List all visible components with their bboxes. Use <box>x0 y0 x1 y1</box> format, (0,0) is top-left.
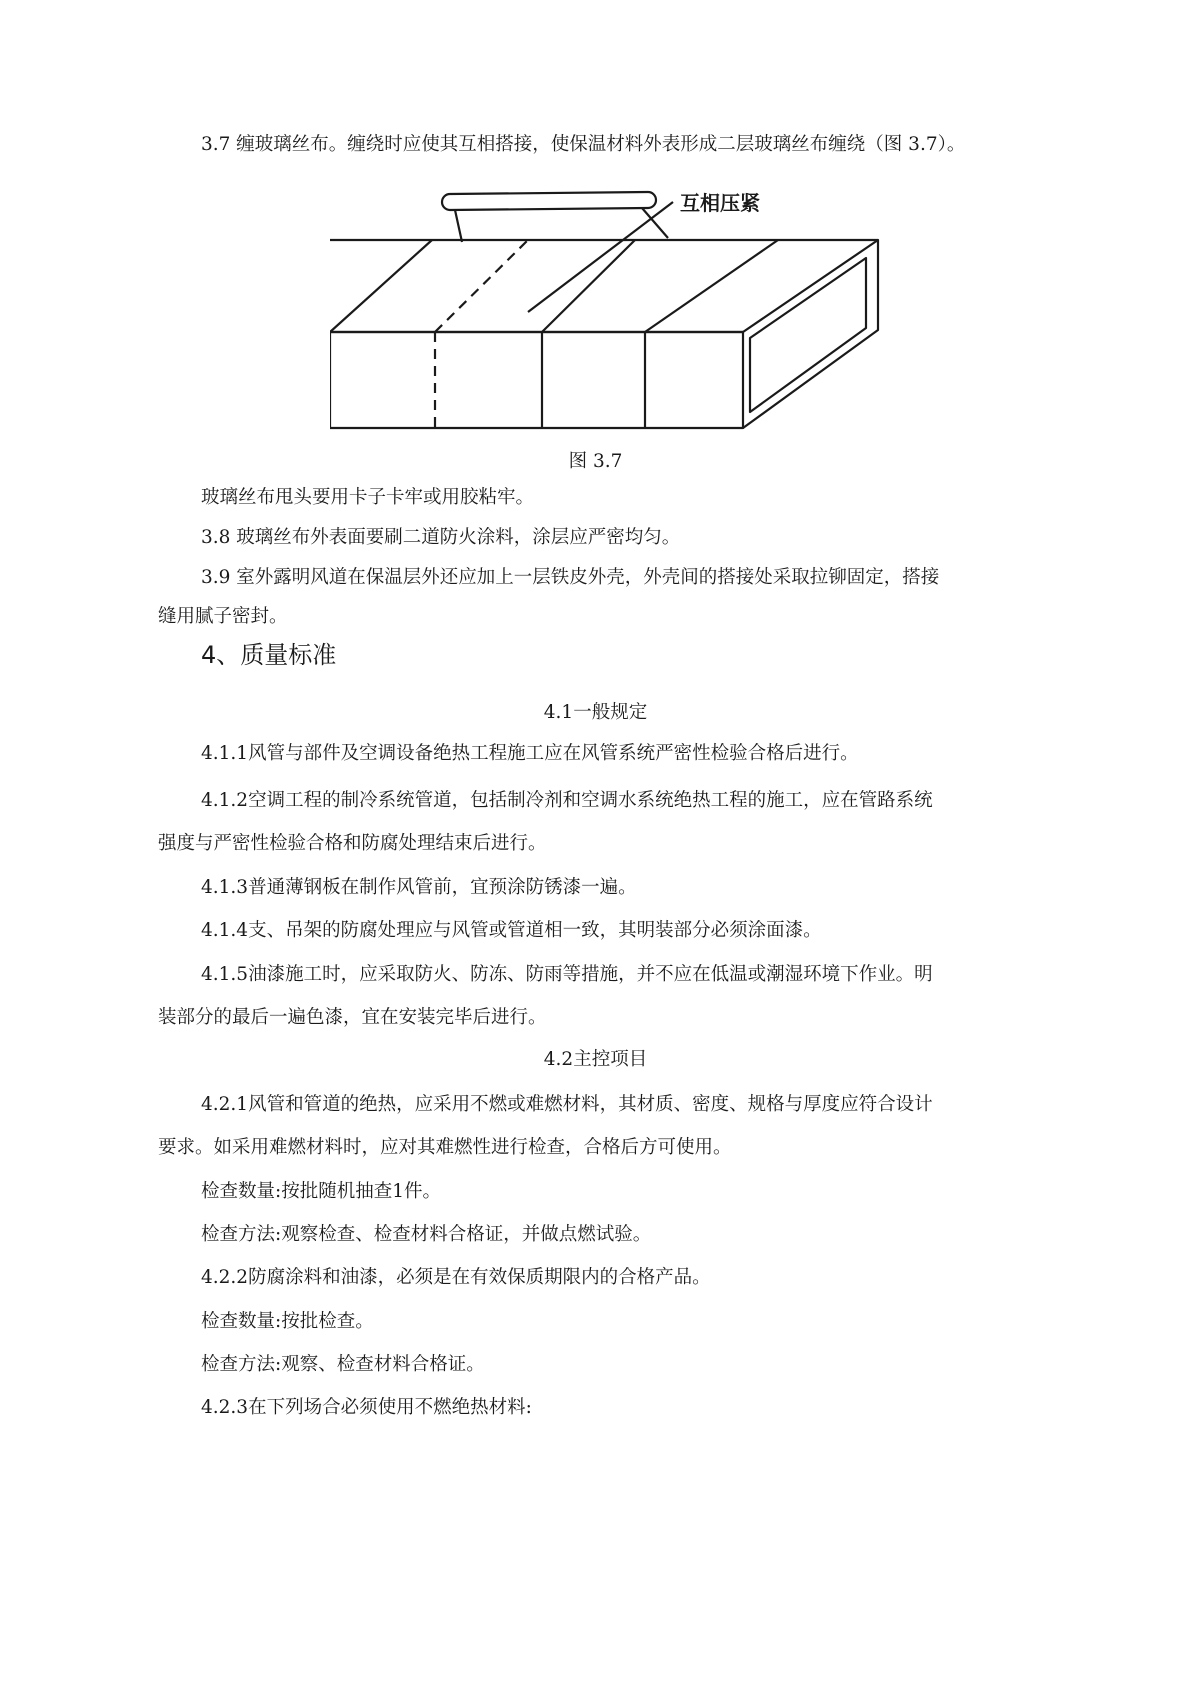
paragraph-4-2-1-line1: 4.2.1风管和管道的绝热，应采用不燃或难燃材料，其材质、密度、规格与厚度应符合设计 <box>201 1094 933 1115</box>
paragraph-3-8: 3.8 玻璃丝布外表面要刷二道防火涂料，涂层应严密均匀。 <box>201 527 681 548</box>
heading-quality-standards: 4、质量标准 <box>201 641 337 669</box>
cloth-roll <box>442 192 656 210</box>
paragraph-4-1-4: 4.1.4支、吊架的防腐处理应与风管或管道相一致，其明装部分必须涂面漆。 <box>201 920 822 941</box>
paragraph-4-1-5-line1: 4.1.5油漆施工时，应采取防火、防冻、防雨等措施，并不应在低温或潮湿环境下作业。明 <box>201 964 933 985</box>
duct-wrapping-figure <box>330 180 930 470</box>
paragraph-4-1-1: 4.1.1风管与部件及空调设备绝热工程施工应在风管系统严密性检验合格后进行。 <box>201 743 859 764</box>
paragraph-4-2-1-line2: 要求。如采用难燃材料时，应对其难燃性进行检查，合格后方可使用。 <box>158 1137 732 1158</box>
duct-end-inner <box>750 258 866 412</box>
duct-front-face <box>330 332 743 428</box>
paragraph-4-2-1-method: 检查方法:观察检查、检查材料合格证，并做点燃试验。 <box>201 1224 652 1245</box>
paragraph-4-2-2: 4.2.2防腐涂料和油漆，必须是在有效保质期限内的合格产品。 <box>201 1267 711 1288</box>
duct-diagram <box>330 180 930 470</box>
paragraph-4-2-2-method: 检查方法:观察、检查材料合格证。 <box>201 1354 485 1375</box>
figure-caption: 图 3.7 <box>568 451 623 472</box>
paragraph-4-1-2-line1: 4.1.2空调工程的制冷系统管道，包括制冷剂和空调水系统绝热工程的施工，应在管路系统 <box>201 790 933 811</box>
paragraph-3-9-line2: 缝用腻子密封。 <box>158 606 288 627</box>
cloth-sheet <box>455 208 668 242</box>
paragraph-4-1-5-line2: 装部分的最后一遍色漆，宜在安装完毕后进行。 <box>158 1007 547 1028</box>
paragraph-3-9-line1: 3.9 室外露明风道在保温层外还应加上一层铁皮外壳，外壳间的搭接处采取拉铆固定，搭接 <box>201 567 940 588</box>
paragraph-3-7-note: 玻璃丝布甩头要用卡子卡牢或用胶粘牢。 <box>201 487 535 508</box>
paragraph-4-2-2-quantity: 检查数量:按批检查。 <box>201 1311 374 1332</box>
label-pointer <box>528 202 673 312</box>
paragraph-4-2-3: 4.2.3在下列场合必须使用不燃绝热材料: <box>201 1397 532 1418</box>
heading-general-provisions: 4.1一般规定 <box>543 702 648 723</box>
paragraph-3-7: 3.7 缠玻璃丝布。缠绕时应使其互相搭接，使保温材料外表形成二层玻璃丝布缠绕（图 3.7）。 <box>201 134 966 155</box>
figure-label: 互相压紧 <box>680 191 760 215</box>
paragraph-4-1-2-line2: 强度与严密性检验合格和防腐处理结束后进行。 <box>158 833 547 854</box>
heading-main-control-items: 4.2主控项目 <box>543 1049 648 1070</box>
paragraph-4-1-3: 4.1.3普通薄钢板在制作风管前，宜预涂防锈漆一遍。 <box>201 877 637 898</box>
paragraph-4-2-1-quantity: 检查数量:按批随机抽查1件。 <box>201 1181 442 1202</box>
